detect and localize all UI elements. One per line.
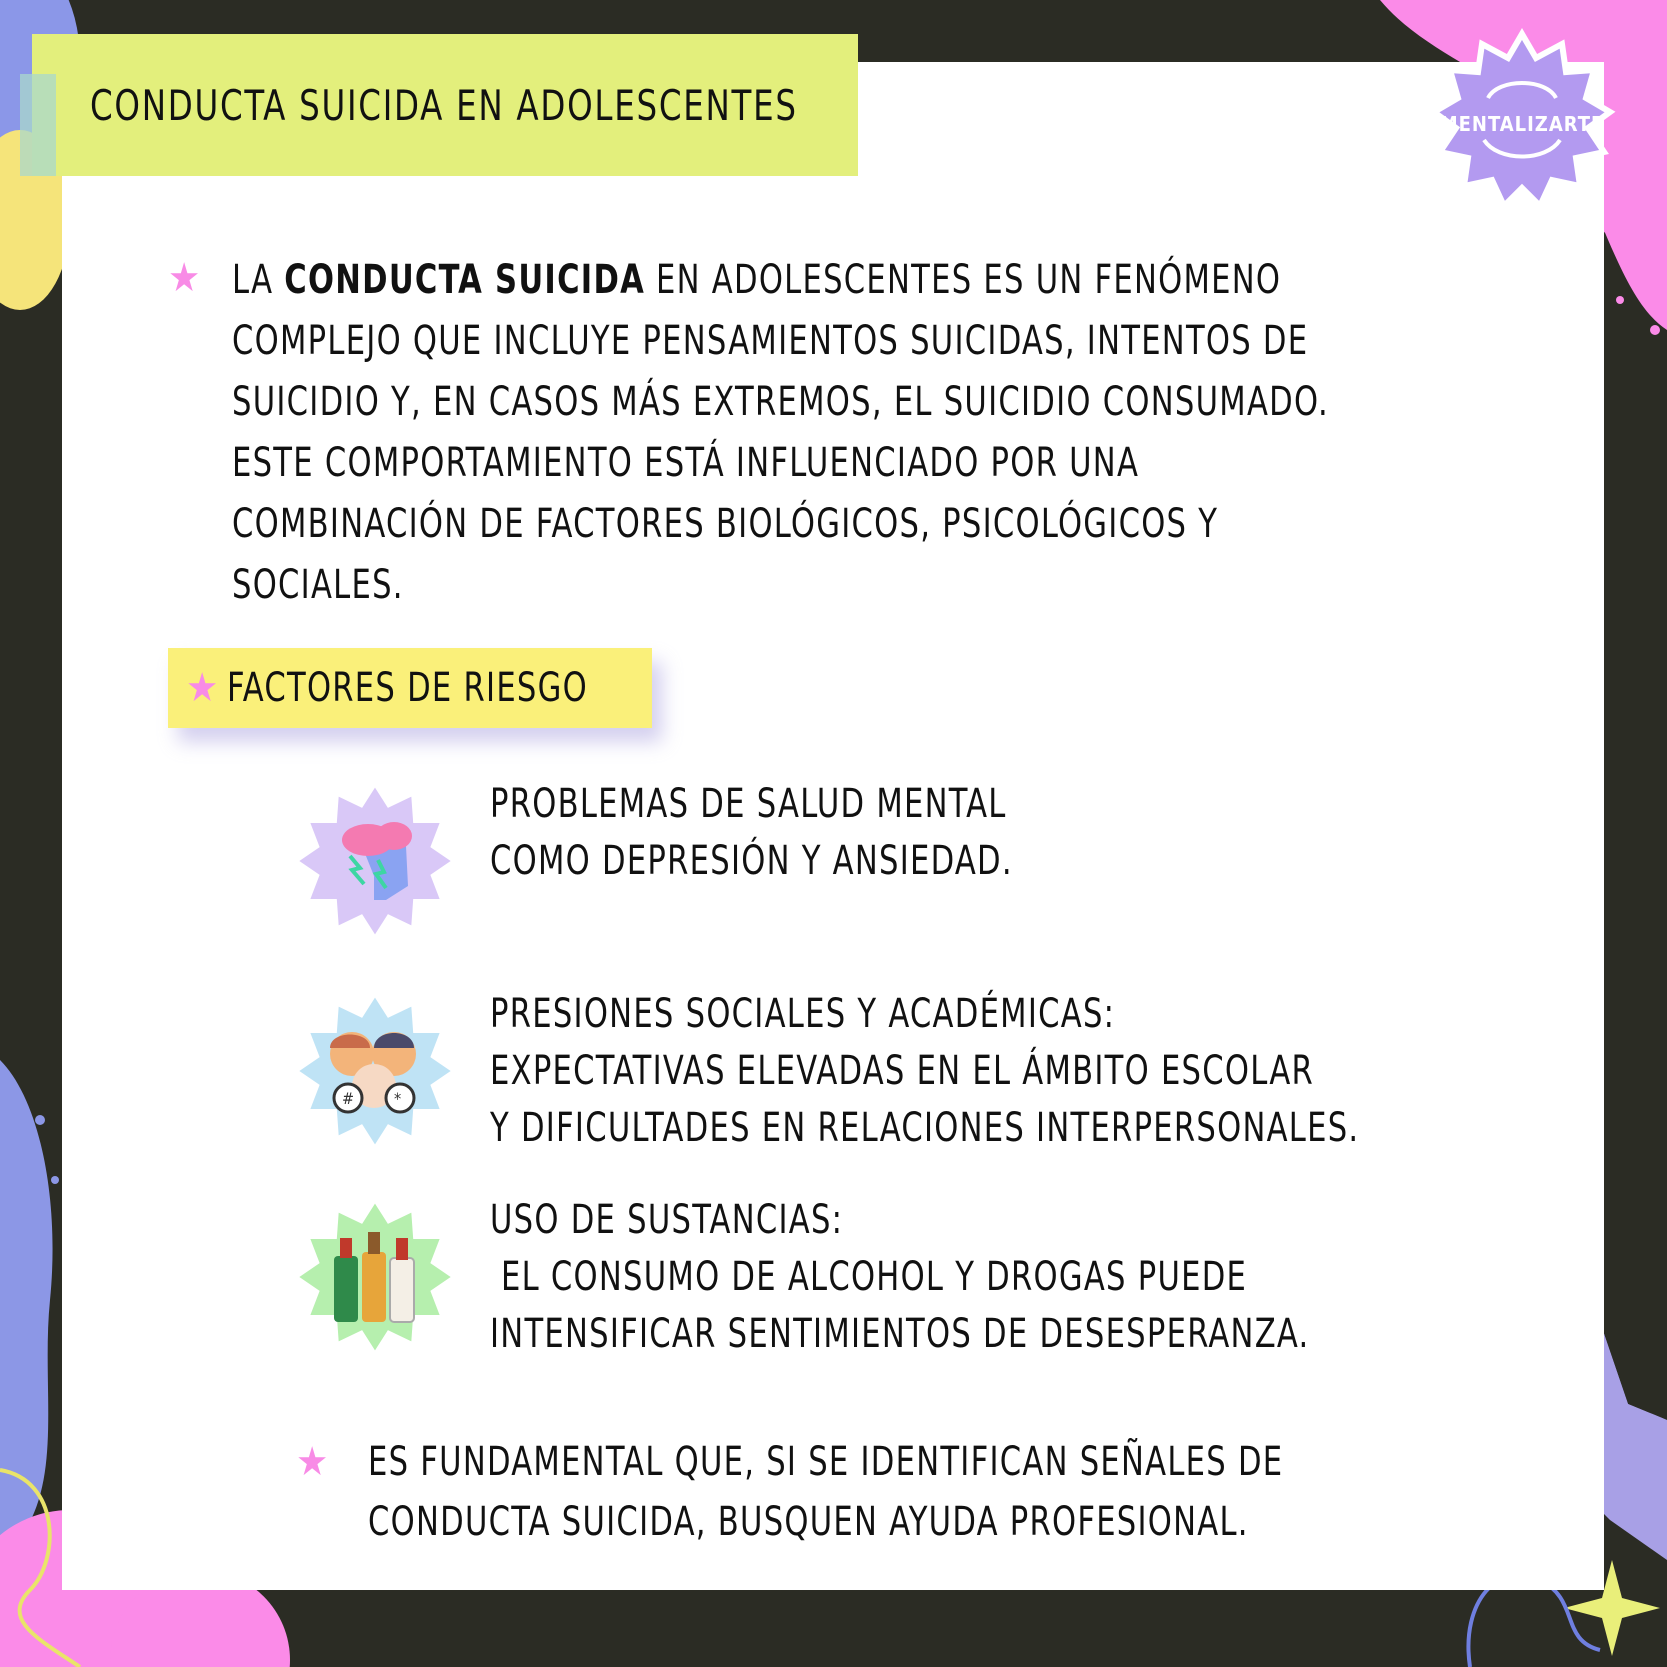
closing-paragraph (296, 1432, 1445, 1552)
risk-item (290, 776, 1390, 946)
risk-item (290, 1192, 1390, 1362)
risk-text: PRESIONES SOCIALES Y ACADÉMICAS: EXPECTATIVAS ELEVADAS EN EL ÁMBITO ESCOLAR Y DIFICULTADES EN RELACIONES INTERPERSONALES. (490, 991, 1360, 1151)
stressed-brain-icon (290, 776, 460, 946)
intro-rest: EN ADOLESCENTES ES UN FENÓMENO COMPLEJO QUE INCLUYE PENSAMIENTOS SUICIDAS, INTENTOS DE SUICIDIO Y, EN CASOS MÁS EXTREMOS, EL SUICIDIO CONSUMADO. ESTE COMPORTAMIENTO ESTÁ INFLUENCIADO POR UNA COMBINACIÓN DE FACTORES BIOLÓGICOS, PSICOLÓGICOS Y SOCIALES. (231, 257, 1329, 608)
intro-bold: CONDUCTA SUICIDA (284, 257, 645, 303)
title-banner (32, 34, 858, 176)
bottles-icon (290, 1192, 460, 1362)
logo-text: MENTALIZARTE (1439, 112, 1605, 136)
risk-factors-label (168, 648, 652, 728)
brand-logo (1428, 28, 1616, 216)
angry-people-icon (290, 986, 460, 1156)
star-bullet-icon: ★ (296, 1439, 329, 1485)
page-title: CONDUCTA SUICIDA EN ADOLESCENTES (90, 80, 798, 130)
star-bullet-icon: ★ (168, 255, 201, 301)
star-bullet-icon: ★ (186, 665, 219, 711)
tape-clip (20, 74, 56, 176)
closing-text: ES FUNDAMENTAL QUE, SI SE IDENTIFICAN SEÑALES DE CONDUCTA SUICIDA, BUSQUEN AYUDA PROFESIONAL. (368, 1439, 1284, 1545)
risk-text: USO DE SUSTANCIAS: EL CONSUMO DE ALCOHOL Y DROGAS PUEDE INTENSIFICAR SENTIMIENTOS DE DESESPERANZA. (490, 1197, 1310, 1357)
intro-paragraph (168, 250, 1528, 616)
risk-factors-heading: FACTORES DE RIESGO (227, 665, 589, 711)
svg-text:#: # (342, 1089, 355, 1108)
risk-item (290, 986, 1390, 1156)
intro-text (232, 250, 1334, 616)
svg-text:*: * (394, 1089, 402, 1108)
intro-prefix: LA (231, 257, 285, 303)
risk-text: PROBLEMAS DE SALUD MENTAL COMO DEPRESIÓN Y ANSIEDAD. (490, 781, 1013, 884)
